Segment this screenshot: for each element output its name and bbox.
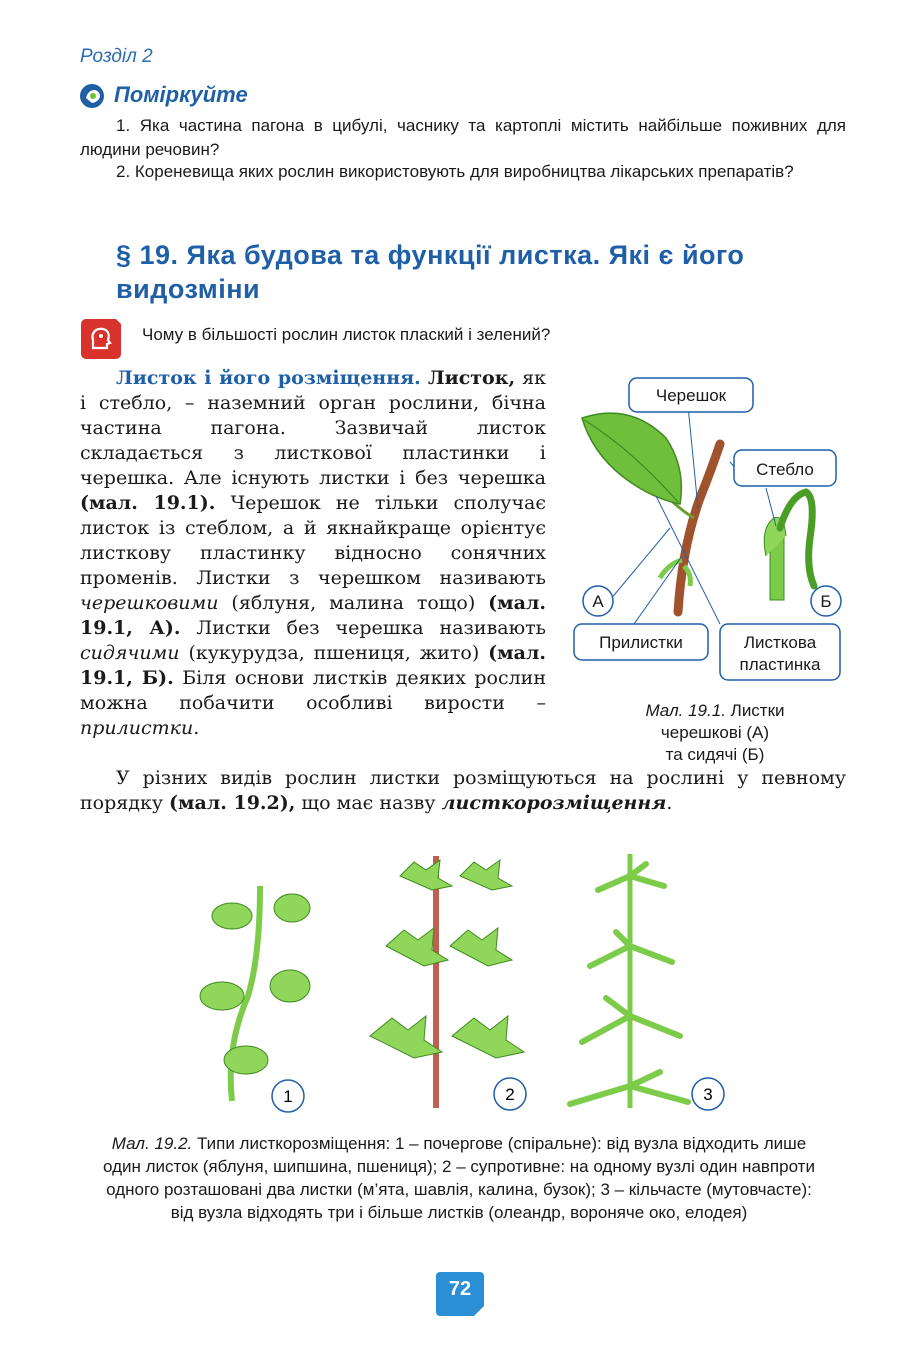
term-leaf: Листок,	[427, 367, 516, 389]
plant-opposite	[370, 856, 526, 1110]
figure-leaf-structure	[570, 368, 850, 688]
term-stipules: прилистки	[80, 717, 194, 739]
text: Біля основи листків деяких рослин можна побачити особливі вирости –	[80, 667, 546, 714]
label-blade-line2: пластинка	[739, 655, 821, 674]
caption-text: та сидячі (Б)	[665, 745, 765, 764]
figure-ref: (мал. 19.1).	[80, 492, 216, 514]
text: .	[193, 717, 200, 739]
plant-whorled	[570, 854, 724, 1110]
text: (яблуня, малина тощо)	[218, 592, 489, 614]
text: Черешок не тільки сполучає листок із стеблом, а й якнайкраще орієнтує листкову пластинку відносно сонячних променів. Листки з черешком називають	[80, 492, 546, 589]
label-stipules: Прилистки	[599, 633, 683, 652]
paragraph-title: § 19. Яка будова та функції листка. Які є його видозміни	[116, 240, 745, 304]
thinking-head-icon	[78, 82, 106, 110]
prompt-question: Чому в більшості рослин листок плаский і зелений?	[142, 325, 551, 344]
label-stem: Стебло	[756, 460, 814, 479]
caption-number: Мал. 19.1.	[645, 701, 726, 720]
figure-ref: (мал. 19.2),	[169, 792, 296, 814]
text: .	[666, 792, 673, 814]
plant-number-3: 3	[703, 1085, 713, 1104]
question-head-icon	[80, 318, 122, 360]
figure-ref: (мал. 19.1, А).	[80, 592, 546, 639]
caption-number: Мал. 19.2.	[111, 1134, 193, 1153]
plant-number-2: 2	[505, 1085, 515, 1104]
figure-1-caption	[600, 700, 830, 766]
caption-text: черешкові (А)	[660, 723, 770, 742]
text: Листки без черешка називають	[180, 617, 546, 639]
term-petiolate: черешковими	[80, 592, 219, 614]
figure-ref: (мал. 19.1, Б).	[80, 642, 546, 689]
term-phyllotaxis: листкорозміщення	[441, 792, 667, 814]
term-sessile: сидячими	[80, 642, 180, 664]
label-a: А	[592, 592, 604, 611]
think-title: Поміркуйте	[114, 82, 248, 107]
text: як і стебло, – наземний орган рослини, бічна частина пагона. Зазвичай листок складається з листкової пластинки і черешка. Але існують листки і без черешка	[80, 367, 546, 489]
text: У різних видів рослин листки розміщуються на рослині у певному порядку	[80, 767, 846, 814]
figure-2-caption	[96, 1132, 822, 1224]
section-label: Розділ 2	[80, 46, 153, 67]
label-b: Б	[820, 592, 832, 611]
figure-phyllotaxis	[190, 846, 750, 1116]
question-1: 1. Яка частина пагона в цибулі, часнику та картоплі містить найбільше поживних для людини речовин?	[80, 116, 846, 159]
label-petiole: Черешок	[655, 386, 727, 405]
page-number: 72	[448, 1278, 472, 1300]
plant-alternate	[200, 886, 310, 1112]
label-blade-line1: Листкова	[743, 633, 817, 652]
body-paragraph-2	[80, 766, 846, 816]
question-2: 2. Кореневища яких рослин використовують для виробництва лікарських препаратів?	[116, 162, 794, 181]
caption-text: Листки	[730, 701, 785, 720]
keyword-heading: Листок і його розміщення.	[116, 367, 421, 389]
text: що має назву	[295, 792, 442, 814]
plant-number-1: 1	[283, 1087, 293, 1106]
body-paragraph-1	[80, 366, 546, 741]
text: (кукурудза, пшениця, жито)	[179, 642, 489, 664]
caption-text: Типи листкорозміщення: 1 – почергове (спіральне): від вузла відходить лише один листок (яблуня, шипшина, пшениця); 2 – супротивне: на одному вузлі один навпроти одного розташовані два листки (м’ята, шавлія, калина, бузок); 3 – кільчасте (мутовчасте): від вузла відходять три і більше листків (олеандр, вороняче око, елодея)	[103, 1134, 815, 1222]
